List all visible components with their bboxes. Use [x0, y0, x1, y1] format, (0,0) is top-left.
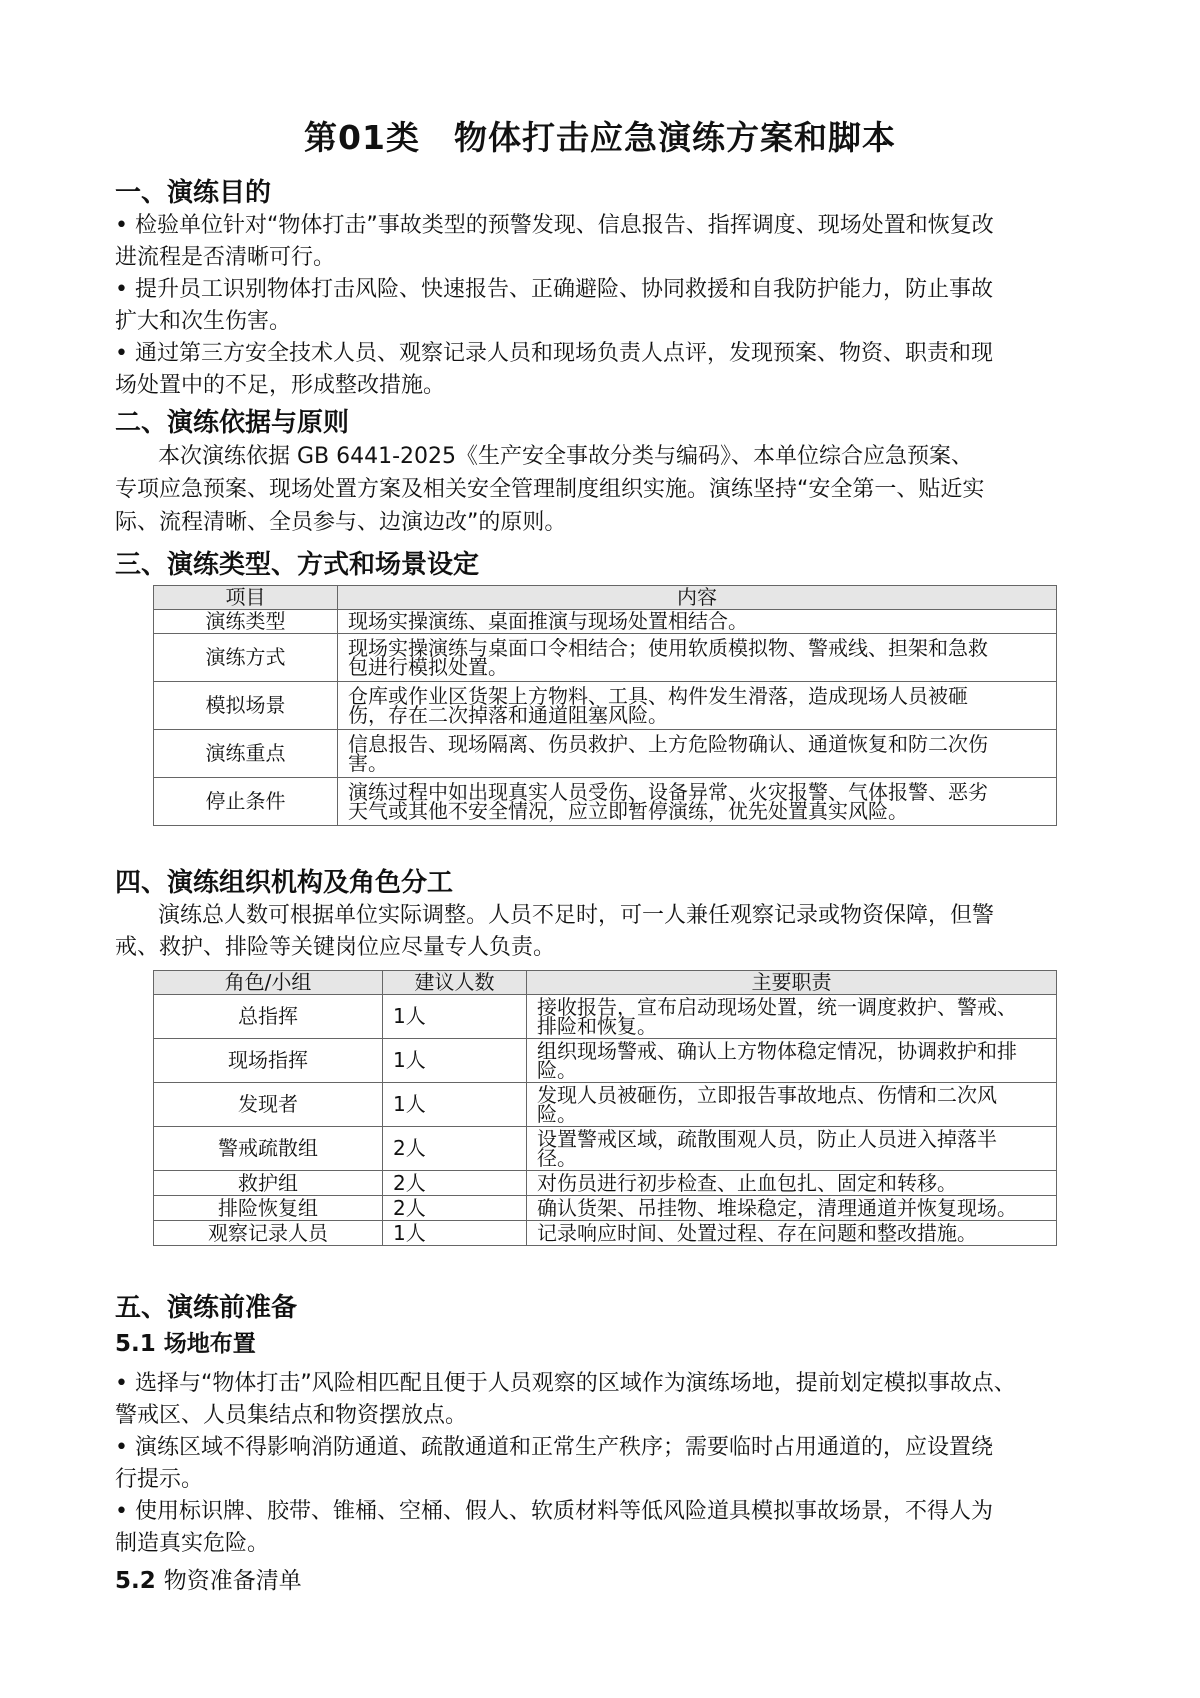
- table-cell: 总指挥: [154, 995, 383, 1039]
- table-cell: 停止条件: [154, 778, 338, 826]
- table-cell: 接收报告，宣布启动现场处置，统一调度救护、警戒、 排险和恢复。: [527, 995, 1057, 1039]
- table-row: [154, 995, 1057, 1039]
- column-header: 角色/小组: [154, 971, 383, 995]
- table-cell: 现场指挥: [154, 1039, 383, 1083]
- scenario-table: [153, 585, 1057, 826]
- paragraph-line: 进流程是否清晰可行。: [115, 245, 336, 270]
- document-title: 第01类 物体打击应急演练方案和脚本: [304, 118, 896, 157]
- table-cell: 2人: [383, 1196, 527, 1221]
- paragraph-line: 场处置中的不足，形成整改措施。: [115, 373, 446, 398]
- table-row: [154, 1171, 1057, 1196]
- subsection-5-1-heading: 5.1 场地布置: [115, 1331, 256, 1357]
- table-cell: 警戒疏散组: [154, 1127, 383, 1171]
- table-cell: 记录响应时间、处置过程、存在问题和整改措施。: [527, 1221, 1057, 1246]
- table-row: [154, 1196, 1057, 1221]
- table-cell: 模拟场景: [154, 682, 338, 730]
- section-2-heading: 二、演练依据与原则: [115, 408, 350, 438]
- table-cell: 仓库或作业区货架上方物料、工具、构件发生滑落，造成现场人员被砸 伤，存在二次掉落和通道阻塞风险。: [338, 682, 1057, 730]
- table-row: [154, 1221, 1057, 1246]
- subsection-title: 物资准备清单: [163, 1568, 302, 1594]
- paragraph-line: 警戒区、人员集结点和物资摆放点。: [115, 1403, 468, 1428]
- paragraph-line: 际、流程清晰、全员参与、边演边改”的原则。: [115, 510, 567, 535]
- paragraph-line: • 通过第三方安全技术人员、观察记录人员和现场负责人点评，发现预案、物资、职责和现: [115, 341, 993, 366]
- paragraph-line: 戒、救护、排险等关键岗位应尽量专人负责。: [115, 935, 556, 960]
- table-cell: 1人: [383, 1221, 527, 1246]
- paragraph-line: 制造真实危险。: [115, 1531, 270, 1556]
- table-cell: 对伤员进行初步检查、止血包扎、固定和转移。: [527, 1171, 1057, 1196]
- table-header-row: [154, 971, 1057, 995]
- paragraph-line: • 选择与“物体打击”风险相匹配且便于人员观察的区域作为演练场地，提前划定模拟事故点、: [115, 1371, 1016, 1396]
- table-row: [154, 730, 1057, 778]
- paragraph-line: 本次演练依据 GB 6441-2025《生产安全事故分类与编码》、本单位综合应急预案、: [158, 444, 974, 469]
- column-header: 主要职责: [527, 971, 1057, 995]
- table-row: [154, 610, 1057, 634]
- table-cell: 观察记录人员: [154, 1221, 383, 1246]
- paragraph-line: • 演练区域不得影响消防通道、疏散通道和正常生产秩序；需要临时占用通道的，应设置绕: [115, 1435, 993, 1460]
- subsection-5-2-heading: [115, 1562, 302, 1595]
- paragraph-line: • 提升员工识别物体打击风险、快速报告、正确避险、协同救援和自我防护能力，防止事故: [115, 277, 993, 302]
- table-cell: 发现者: [154, 1083, 383, 1127]
- table-cell: 2人: [383, 1171, 527, 1196]
- table-cell: 确认货架、吊挂物、堆垛稳定，清理通道并恢复现场。: [527, 1196, 1057, 1221]
- table-cell: 演练方式: [154, 634, 338, 682]
- table-cell: 救护组: [154, 1171, 383, 1196]
- table-row: [154, 1039, 1057, 1083]
- table-cell: 1人: [383, 1083, 527, 1127]
- paragraph-line: 演练总人数可根据单位实际调整。人员不足时，可一人兼任观察记录或物资保障，但警: [158, 903, 995, 928]
- section-4-heading: 四、演练组织机构及角色分工: [115, 868, 454, 898]
- table-cell: 组织现场警戒、确认上方物体稳定情况，协调救护和排 险。: [527, 1039, 1057, 1083]
- paragraph-line: • 使用标识牌、胶带、锥桶、空桶、假人、软质材料等低风险道具模拟事故场景，不得人为: [115, 1499, 993, 1524]
- table-cell: 2人: [383, 1127, 527, 1171]
- table-cell: 现场实操演练与桌面口令相结合；使用软质模拟物、警戒线、担架和急救 包进行模拟处置。: [338, 634, 1057, 682]
- table-row: [154, 1127, 1057, 1171]
- paragraph-line: 扩大和次生伤害。: [115, 309, 292, 334]
- table-cell: 1人: [383, 1039, 527, 1083]
- section-1-heading: 一、演练目的: [115, 178, 272, 208]
- table-cell: 演练类型: [154, 610, 338, 634]
- table-cell: 信息报告、现场隔离、伤员救护、上方危险物确认、通道恢复和防二次伤 害。: [338, 730, 1057, 778]
- table-row: [154, 634, 1057, 682]
- table-cell: 排险恢复组: [154, 1196, 383, 1221]
- subsection-number: 5.2: [115, 1568, 156, 1594]
- table-cell: 发现人员被砸伤，立即报告事故地点、伤情和二次风 险。: [527, 1083, 1057, 1127]
- table-header-row: [154, 586, 1057, 610]
- section-5-heading: 五、演练前准备: [115, 1293, 298, 1323]
- table-cell: 设置警戒区域，疏散围观人员，防止人员进入掉落半 径。: [527, 1127, 1057, 1171]
- table-cell: 演练重点: [154, 730, 338, 778]
- table-row: [154, 778, 1057, 826]
- table-cell: 演练过程中如出现真实人员受伤、设备异常、火灾报警、气体报警、恶劣 天气或其他不安全情况，应立即暂停演练，优先处置真实风险。: [338, 778, 1057, 826]
- section-3-heading: 三、演练类型、方式和场景设定: [115, 550, 480, 580]
- roles-table: [153, 970, 1057, 1246]
- column-header: 建议人数: [383, 971, 527, 995]
- paragraph-line: 行提示。: [115, 1467, 204, 1492]
- table-cell: 1人: [383, 995, 527, 1039]
- table-row: [154, 682, 1057, 730]
- column-header: 内容: [338, 586, 1057, 610]
- paragraph-line: • 检验单位针对“物体打击”事故类型的预警发现、信息报告、指挥调度、现场处置和恢复改: [115, 213, 994, 238]
- table-cell: 现场实操演练、桌面推演与现场处置相结合。: [338, 610, 1057, 634]
- table-row: [154, 1083, 1057, 1127]
- paragraph-line: 专项应急预案、现场处置方案及相关安全管理制度组织实施。演练坚持“安全第一、贴近实: [115, 477, 985, 502]
- column-header: 项目: [154, 586, 338, 610]
